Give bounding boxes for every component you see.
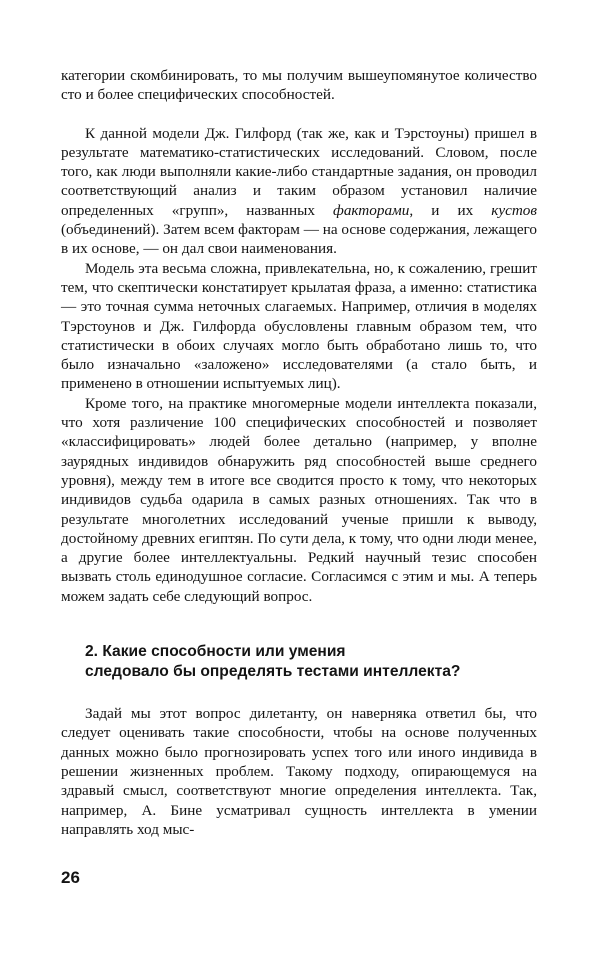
paragraph-text: (объединений). Затем всем факторам — на основе содержания, лежащего в их основе, — он дал свои наименования.	[61, 221, 537, 258]
paragraph-text: , и их	[409, 201, 492, 219]
section-heading-line-2: следовало бы определять тестами интеллекта?	[85, 663, 461, 681]
paragraph-continuation: категории скомбинировать, то мы получим вышеупомянутое количество сто и более специфических способностей.	[61, 67, 537, 104]
paragraph-guilford-model	[61, 124, 537, 259]
term-clusters: кустов	[491, 201, 537, 219]
paragraph-model-critique: Модель эта весьма сложна, привлекательна, но, к сожалению, грешит тем, что скептически констатирует крылатая фраза, а именно: статистика — это точная сумма неточных слагаемых. Например, отличия в моделях Тэрстоунов и Дж. Гилфорда обусловлены главным образом тем, что статистически в обоих случаях могло быть обработано лишь то, что было изначально «заложено» исследователями (а стало быть, и применено в отношении испытуемых лиц).	[61, 259, 537, 393]
paragraph-text: К данной модели Дж. Гилфорд (так же, как и Тэрстоуны) пришел в результате математико-статистических исследований. Словом, после того, как люди выполняли какие-либо стандартные задания, он проводил соответствующий анализ и таким образом установил наличие определенных «групп», названных	[61, 124, 537, 219]
paragraph-dilettante-question: Задай мы этот вопрос дилетанту, он наверняка ответил бы, что следует оценивать такие способности, чтобы на основе полученных данных можно было прогнозировать успех того или иного индивида в решении жизненных проблем. Такому подходу, опирающемуся на здравый смысл, соответствуют многие определения интеллекта. Так, например, А. Бине усматривал сущность интеллекта в умении направлять ход мыс-	[61, 705, 537, 838]
paragraph-multidimensional-models: Кроме того, на практике многомерные модели интеллекта показали, что хотя различение 100 специфических способностей и позволяет «классифицировать» людей более детально (например, у вполне заурядных индивидов обнаружить ряд способностей выше среднего уровня), между тем в итоге все сводится просто к тому, что некоторых индивидов судьба одарила в самых разных отношениях. Так что в результате многолетних исследований ученые пришли к выводу, достойному древних египтян. По сути дела, к тому, что одни люди менее, а другие более интеллектуальны. Редкий научный тезис способен вызвать столь единодушное согласие. Согласимся с этим и мы. А теперь можем задать себе следующий вопрос.	[61, 394, 537, 605]
section-heading	[85, 642, 537, 682]
page-body	[61, 66, 537, 839]
term-factors: факторами	[333, 201, 410, 219]
page-number: 26	[61, 868, 80, 887]
section-heading-line-1: 2. Какие способности или умения	[85, 643, 346, 661]
